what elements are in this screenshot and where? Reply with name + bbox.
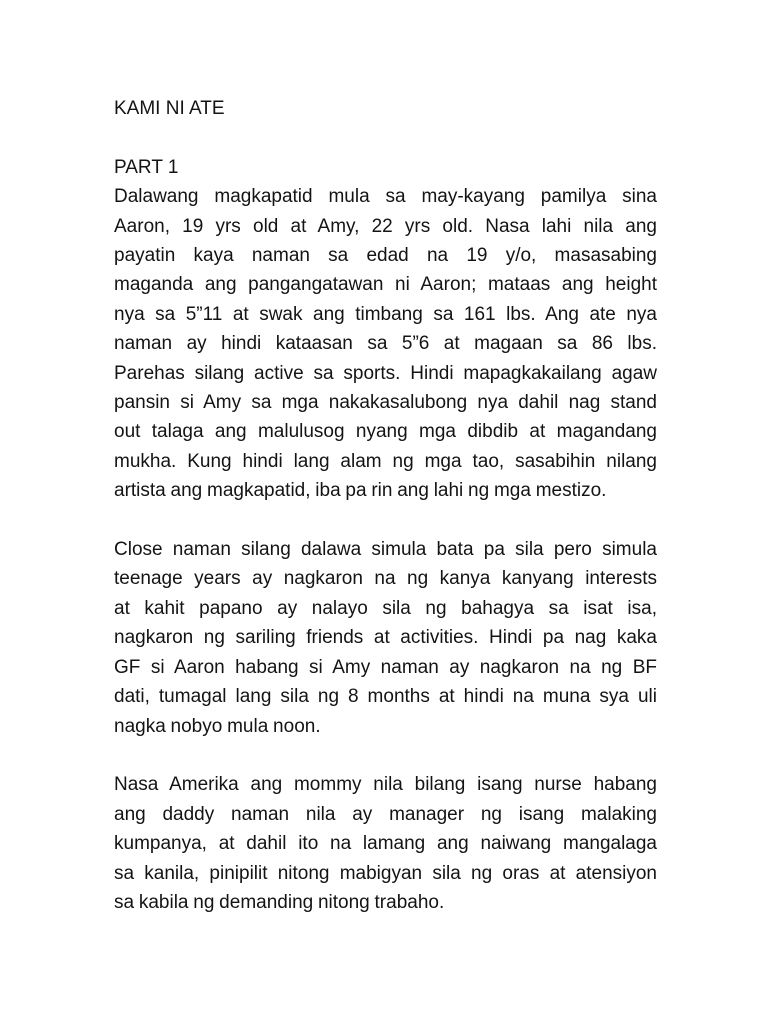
- paragraph-line: kumpanya, at dahil ito na lamang ang naiwang mangalaga: [114, 833, 657, 855]
- paragraph-line: nagka nobyo mula noon.: [114, 715, 321, 737]
- paragraph-line: nagkaron ng sariling friends at activities. Hindi pa nag kaka: [114, 627, 657, 649]
- paragraph-line: ang daddy naman nila ay manager ng isang malaking: [114, 803, 657, 825]
- paragraph-line: out talaga ang malulusog nyang mga dibdib at magandang: [114, 421, 657, 443]
- paragraph-line: Aaron, 19 yrs old at Amy, 22 yrs old. Nasa lahi nila ang: [114, 215, 657, 237]
- paragraph-line: sa kabila ng demanding nitong trabaho.: [114, 891, 445, 913]
- paragraph-3: [114, 770, 657, 917]
- paragraph-line: at kahit papano ay nalayo sila ng bahagya sa isat isa,: [114, 597, 657, 619]
- paragraph-line: Nasa Amerika ang mommy nila bilang isang nurse habang: [114, 774, 657, 796]
- paragraph-line: GF si Aaron habang si Amy naman ay nagkaron na ng BF: [114, 656, 657, 678]
- paragraph-line: payatin kaya naman sa edad na 19 y/o, masasabing: [114, 245, 657, 267]
- paragraph-line: artista ang magkapatid, iba pa rin ang lahi ng mga mestizo.: [114, 480, 607, 502]
- paragraph-line: maganda ang pangangatawan ni Aaron; mataas ang height: [114, 274, 657, 296]
- paragraph-line: sa kanila, pinipilit nitong mabigyan sila ng oras at atensiyon: [114, 862, 657, 884]
- document-title: KAMI NI ATE: [114, 98, 225, 119]
- paragraph-line: nya sa 5”11 at swak ang timbang sa 161 lbs. Ang ate nya: [114, 303, 657, 325]
- part-heading: PART 1: [114, 156, 179, 178]
- paragraph-line: mukha. Kung hindi lang alam ng mga tao, sasabihin nilang: [114, 450, 657, 472]
- paragraph-line: Close naman silang dalawa simula bata pa sila pero simula: [114, 539, 657, 561]
- paragraph-2: [114, 535, 657, 741]
- paragraph-1: [114, 182, 657, 505]
- paragraph-line: dati, tumagal lang sila ng 8 months at hindi na muna sya uli: [114, 686, 657, 708]
- paragraph-line: Dalawang magkapatid mula sa may-kayang pamilya sina: [114, 186, 657, 208]
- paragraph-line: pansin si Amy sa mga nakakasalubong nya dahil nag stand: [114, 392, 657, 414]
- document-page: [114, 94, 657, 917]
- paragraph-line: teenage years ay nagkaron na ng kanya kanyang interests: [114, 568, 657, 590]
- paragraph-line: naman ay hindi kataasan sa 5”6 at magaan sa 86 lbs.: [114, 333, 657, 355]
- paragraph-line: Parehas silang active sa sports. Hindi mapagkakailang agaw: [114, 362, 657, 384]
